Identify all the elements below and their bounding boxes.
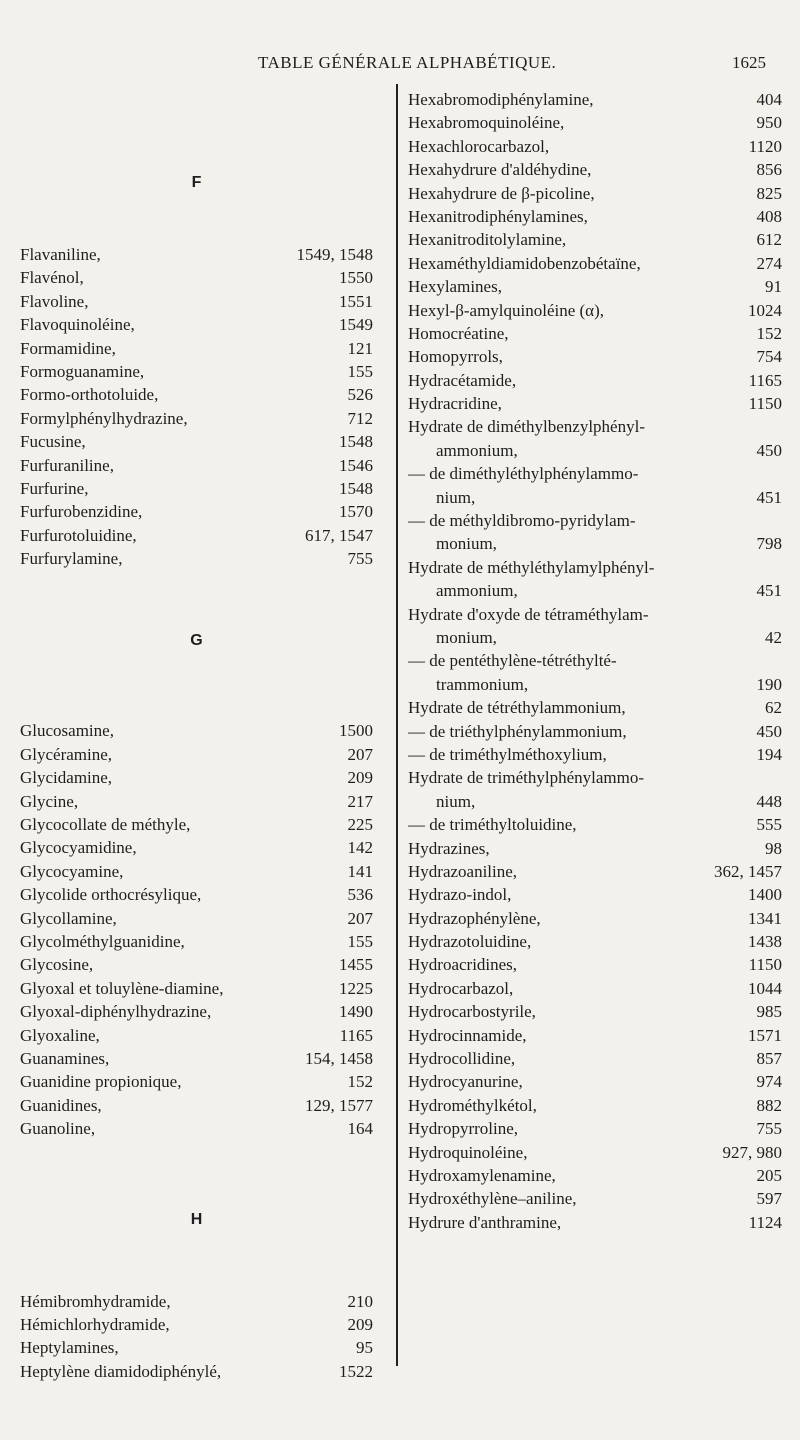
entry-pages: 408 <box>756 206 782 226</box>
entry-name: Glycocyamidine, <box>20 838 137 858</box>
index-entry <box>20 836 373 859</box>
entry-pages: 154, 1458 <box>305 1048 373 1068</box>
entry-pages: 450 <box>756 440 782 460</box>
entry-pages: 974 <box>756 1072 782 1092</box>
entry-pages: 274 <box>756 253 782 273</box>
entry-name: Glycine, <box>20 791 79 811</box>
index-entry <box>408 509 782 532</box>
index-entry <box>408 228 782 251</box>
entry-pages: 526 <box>347 385 373 405</box>
index-entry <box>408 532 782 555</box>
entry-name: Hexylamines, <box>408 277 502 297</box>
entry-name: Flavaniline, <box>20 245 101 264</box>
entry-name: Hydrate de tétréthylammonium, <box>408 698 626 718</box>
entry-pages: 98 <box>765 838 782 858</box>
entry-name: Flavoquinoléine, <box>20 315 135 335</box>
entry-name: Glucosamine, <box>20 721 114 741</box>
index-entry <box>20 1290 373 1313</box>
entry-pages: 857 <box>756 1049 782 1069</box>
entry-pages: 1225 <box>339 978 373 998</box>
entry-name: Hexabromoquinoléine, <box>408 113 565 133</box>
entry-name: Furfurobenzidine, <box>20 502 143 522</box>
entry-name: Hydracridine, <box>408 394 502 414</box>
index-entry <box>20 743 373 766</box>
entry-name: Heptylamines, <box>20 1338 119 1358</box>
entry-name: Hydrocollidine, <box>408 1049 516 1069</box>
entry-name: Hydropyrroline, <box>408 1119 519 1139</box>
entry-pages: 141 <box>347 861 373 881</box>
entry-pages: 1024 <box>748 300 782 320</box>
entry-pages: 155 <box>347 931 373 951</box>
entry-name: Hydrazoaniline, <box>408 861 518 881</box>
index-entry <box>20 953 373 976</box>
entry-name: Glycéramine, <box>20 744 113 764</box>
entry-name: Hexachlorocarbazol, <box>408 136 550 156</box>
spacer <box>20 1278 373 1290</box>
index-entry <box>20 1094 373 1117</box>
entry-pages: 617, 1547 <box>305 525 373 545</box>
entry-pages: 536 <box>347 885 373 905</box>
index-entry <box>408 1024 782 1047</box>
entry-pages: 1549, 1548 <box>296 245 373 264</box>
index-entry <box>20 860 373 883</box>
index-entry <box>20 243 373 266</box>
entry-name: Hexahydrure de β-picoline, <box>408 183 595 203</box>
entry-name: Hydrocarbazol, <box>408 978 514 998</box>
entry-name: monium, <box>436 627 497 647</box>
index-entry <box>408 345 782 368</box>
entry-name: ammonium, <box>436 581 518 601</box>
entry-pages: 1400 <box>748 885 782 905</box>
index-entry <box>408 1117 782 1140</box>
entry-name: Hydroquinoléine, <box>408 1142 528 1162</box>
entry-name: Glycidamine, <box>20 768 113 788</box>
entry-name: Formamidine, <box>20 338 116 358</box>
entry-pages: 152 <box>756 323 782 343</box>
index-entry <box>408 1141 782 1164</box>
entry-name: Formoguanamine, <box>20 361 145 381</box>
entry-pages: 1165 <box>339 1025 373 1045</box>
entry-pages: 451 <box>756 581 782 601</box>
entry-name: Hydrométhylkétol, <box>408 1095 537 1115</box>
entry-name: Hémibromhydramide, <box>20 1291 171 1311</box>
entry-name: Homopyrrols, <box>408 347 503 367</box>
page-title: TABLE GÉNÉRALE ALPHABÉTIQUE. <box>258 53 557 72</box>
entry-name: Guanoline, <box>20 1119 96 1139</box>
index-entry <box>408 1211 782 1234</box>
entry-pages: 142 <box>347 838 373 858</box>
entry-pages: 1550 <box>339 268 373 288</box>
index-entry <box>408 720 782 743</box>
entry-pages: 1150 <box>748 955 782 975</box>
entry-name: Hydrate de triméthylphénylammo- <box>408 768 645 788</box>
index-entry <box>408 907 782 930</box>
entry-name: Glycocyamine, <box>20 861 124 881</box>
entry-pages: 1551 <box>339 291 373 311</box>
index-entry <box>408 1164 782 1187</box>
entry-name: — de pentéthylène-tétréthylté- <box>408 651 617 671</box>
entry-pages: 882 <box>756 1095 782 1115</box>
entry-name: — de triéthylphénylammonium, <box>408 721 627 741</box>
entry-name: Furfurotoluidine, <box>20 525 137 545</box>
entry-name: nium, <box>436 791 476 811</box>
entry-name: Glycolide orthocrésylique, <box>20 885 202 905</box>
index-entry <box>20 383 373 406</box>
index-entry <box>20 454 373 477</box>
entry-pages: 451 <box>756 487 782 507</box>
index-entry <box>20 1117 373 1140</box>
entry-name: ammonium, <box>436 440 518 460</box>
index-entry <box>20 1070 373 1093</box>
index-entry <box>408 579 782 602</box>
entry-pages: 927, 980 <box>722 1142 782 1162</box>
index-entry <box>408 1187 782 1210</box>
index-entry <box>20 1047 373 1070</box>
entry-name: Guanidines, <box>20 1095 102 1115</box>
index-entry <box>20 719 373 742</box>
index-entry <box>408 953 782 976</box>
entry-pages: 1548 <box>339 432 373 452</box>
entry-pages: 95 <box>356 1338 373 1358</box>
index-entry <box>20 290 373 313</box>
entry-name: Flavénol, <box>20 268 84 288</box>
index-entry <box>20 407 373 430</box>
index-entry <box>408 930 782 953</box>
entry-pages: 155 <box>347 361 373 381</box>
entry-name: Hydroxamylenamine, <box>408 1165 556 1185</box>
entry-pages: 91 <box>765 277 782 297</box>
index-entry <box>408 182 782 205</box>
entry-name: — de triméthylméthoxylium, <box>408 744 607 764</box>
entry-pages: 217 <box>347 791 373 811</box>
index-entry <box>20 1336 373 1359</box>
index-entry <box>20 360 373 383</box>
entry-name: Fucusine, <box>20 432 86 452</box>
entry-name: Hydroacridines, <box>408 955 518 975</box>
entry-pages: 825 <box>756 183 782 203</box>
spacer <box>20 88 373 123</box>
index-entry <box>20 907 373 930</box>
entry-pages: 597 <box>756 1189 782 1209</box>
index-entry <box>408 1070 782 1093</box>
index-entry <box>20 313 373 336</box>
index-entry <box>20 524 373 547</box>
entry-name: Glyoxal-diphénylhydrazine, <box>20 1002 212 1022</box>
entry-pages: 207 <box>347 744 373 764</box>
entry-name: Glyoxaline, <box>20 1025 100 1045</box>
entry-name: Guanidine propionique, <box>20 1072 182 1092</box>
entry-name: Glycolméthylguanidine, <box>20 931 185 951</box>
index-entry <box>20 430 373 453</box>
entry-name: Hydrate de diméthylbenzylphényl- <box>408 417 645 437</box>
entry-name: Hydrate de méthyléthylamylphényl- <box>408 557 655 577</box>
index-entry <box>408 696 782 719</box>
entry-name: Flavoline, <box>20 291 89 311</box>
index-entry <box>20 1000 373 1023</box>
entry-pages: 1341 <box>748 908 782 928</box>
entry-pages: 798 <box>756 534 782 554</box>
index-entry <box>408 766 782 789</box>
index-entry <box>408 649 782 672</box>
index-entry <box>408 322 782 345</box>
entry-pages: 1455 <box>339 955 373 975</box>
entry-pages: 612 <box>756 230 782 250</box>
index-entry <box>20 1360 373 1383</box>
entry-name: trammonium, <box>436 674 529 694</box>
entry-name: nium, <box>436 487 476 507</box>
index-entry <box>20 813 373 836</box>
entry-pages: 362, 1457 <box>714 861 782 881</box>
entry-name: Glycosine, <box>20 955 94 975</box>
entry-pages: 1548 <box>339 478 373 498</box>
entry-pages: 712 <box>347 408 373 428</box>
entry-name: Hémichlorhydramide, <box>20 1314 170 1334</box>
index-entry <box>408 486 782 509</box>
entry-pages: 129, 1577 <box>305 1095 373 1115</box>
entry-name: Hydracétamide, <box>408 370 517 390</box>
entry-name: Hexanitrodiphénylamines, <box>408 206 588 226</box>
index-entry <box>20 500 373 523</box>
entry-pages: 164 <box>347 1119 373 1139</box>
entry-name: Hydrazines, <box>408 838 490 858</box>
index-entry <box>408 205 782 228</box>
index-entry <box>408 439 782 462</box>
index-entry <box>408 135 782 158</box>
index-entry <box>20 547 373 570</box>
index-entry <box>20 790 373 813</box>
entry-pages: 985 <box>756 1002 782 1022</box>
entry-pages: 1549 <box>339 315 373 335</box>
entry-name: Formylphénylhydrazine, <box>20 408 188 428</box>
entry-pages: 1571 <box>748 1025 782 1045</box>
page-header <box>0 50 800 76</box>
entry-pages: 42 <box>765 627 782 647</box>
entry-pages: 1438 <box>748 932 782 952</box>
entry-name: Hydrazotoluidine, <box>408 932 532 952</box>
index-entry <box>408 743 782 766</box>
entry-name: Furfuraniline, <box>20 455 114 475</box>
index-entry <box>408 626 782 649</box>
entry-pages: 1500 <box>339 721 373 741</box>
index-entry <box>408 556 782 579</box>
index-entry <box>20 766 373 789</box>
index-entry <box>408 88 782 111</box>
entry-pages: 950 <box>756 113 782 133</box>
entry-name: monium, <box>436 534 497 554</box>
index-entry <box>408 673 782 696</box>
entry-pages: 450 <box>756 721 782 741</box>
section-letter: G <box>190 632 203 650</box>
index-entry <box>408 111 782 134</box>
entry-pages: 1546 <box>339 455 373 475</box>
index-entry <box>408 158 782 181</box>
index-entry <box>20 266 373 289</box>
index-entry <box>408 462 782 485</box>
entry-pages: 755 <box>347 549 373 569</box>
entry-pages: 755 <box>756 1119 782 1139</box>
index-entry <box>408 790 782 813</box>
entry-name: — de méthyldibromo-pyridylam- <box>408 511 636 531</box>
entry-pages: 754 <box>756 347 782 367</box>
entry-pages: 1490 <box>339 1002 373 1022</box>
entry-pages: 121 <box>347 338 373 358</box>
entry-name: Glyoxal et toluylène-diamine, <box>20 978 224 998</box>
entry-pages: 152 <box>347 1072 373 1092</box>
index-entry <box>408 275 782 298</box>
index-entry <box>408 299 782 322</box>
entry-pages: 1522 <box>339 1361 373 1381</box>
page-number: 1625 <box>732 53 766 72</box>
column-divider <box>396 84 398 1366</box>
entry-name: Furfurylamine, <box>20 549 123 569</box>
section-letter: H <box>190 1210 203 1228</box>
entry-name: Hydroxéthylène–aniline, <box>408 1189 577 1209</box>
entry-pages: 1044 <box>748 978 782 998</box>
entry-pages: 225 <box>347 815 373 835</box>
index-entry <box>408 603 782 626</box>
index-entry <box>408 860 782 883</box>
entry-pages: 205 <box>756 1165 782 1185</box>
entry-name: Glycollamine, <box>20 908 117 928</box>
entry-pages: 1124 <box>748 1212 782 1232</box>
index-entry <box>20 977 373 1000</box>
entry-pages: 448 <box>756 791 782 811</box>
right-column <box>408 88 782 1234</box>
index-entry <box>408 392 782 415</box>
index-entry <box>408 977 782 1000</box>
index-entry <box>408 1047 782 1070</box>
entry-name: Guanamines, <box>20 1048 110 1068</box>
spacer <box>20 1141 373 1161</box>
entry-pages: 190 <box>756 674 782 694</box>
entry-name: Hydrate d'oxyde de tétraméthylam- <box>408 604 649 624</box>
entry-name: Formo-orthotoluide, <box>20 385 159 405</box>
index-entry <box>408 252 782 275</box>
entry-name: Hydrocyanurine, <box>408 1072 523 1092</box>
entry-pages: 1120 <box>748 136 782 156</box>
index-entry <box>408 369 782 392</box>
section-letter: F <box>191 174 202 191</box>
entry-name: Hexyl-β-amylquinoléine (α), <box>408 300 604 320</box>
entry-pages: 1150 <box>748 394 782 414</box>
entry-name: Hydrazophénylène, <box>408 908 541 928</box>
entry-name: Hydrazo-indol, <box>408 885 512 905</box>
index-entry <box>408 813 782 836</box>
index-entry <box>20 337 373 360</box>
index-entry <box>408 837 782 860</box>
spacer <box>20 570 373 582</box>
entry-name: Glycocollate de méthyle, <box>20 815 191 835</box>
entry-name: Hexaméthyldiamidobenzobétaïne, <box>408 253 641 273</box>
index-entry <box>408 1094 782 1117</box>
entry-pages: 1165 <box>748 370 782 390</box>
index-entry <box>408 415 782 438</box>
entry-pages: 555 <box>756 815 782 835</box>
entry-pages: 62 <box>765 698 782 718</box>
entry-pages: 404 <box>756 90 782 109</box>
entry-name: — de diméthyléthylphénylammo- <box>408 464 639 484</box>
index-entry <box>408 1000 782 1023</box>
entry-pages: 1570 <box>339 502 373 522</box>
entry-pages: 210 <box>347 1291 373 1311</box>
entry-name: Hydrure d'anthramine, <box>408 1212 562 1232</box>
entry-pages: 194 <box>756 744 782 764</box>
spacer <box>20 699 373 719</box>
entry-name: Hexabromodiphénylamine, <box>408 90 594 109</box>
index-entry <box>20 1313 373 1336</box>
index-entry <box>20 930 373 953</box>
entry-pages: 856 <box>756 160 782 180</box>
index-entry <box>20 1024 373 1047</box>
left-column <box>20 88 373 1383</box>
entry-name: Hydrocarbostyrile, <box>408 1002 536 1022</box>
entry-name: Hydrocinnamide, <box>408 1025 527 1045</box>
entry-name: Hexanitroditolylamine, <box>408 230 567 250</box>
entry-name: — de triméthyltoluidine, <box>408 815 577 835</box>
entry-pages: 209 <box>347 768 373 788</box>
entry-name: Hexahydrure d'aldéhydine, <box>408 160 592 180</box>
entry-pages: 207 <box>347 908 373 928</box>
entry-pages: 209 <box>347 1314 373 1334</box>
entry-name: Heptylène diamidodiphénylé, <box>20 1361 222 1381</box>
index-entry <box>20 883 373 906</box>
entry-name: Homocréatine, <box>408 323 509 343</box>
index-entry <box>20 477 373 500</box>
entry-name: Furfurine, <box>20 478 89 498</box>
index-entry <box>408 883 782 906</box>
